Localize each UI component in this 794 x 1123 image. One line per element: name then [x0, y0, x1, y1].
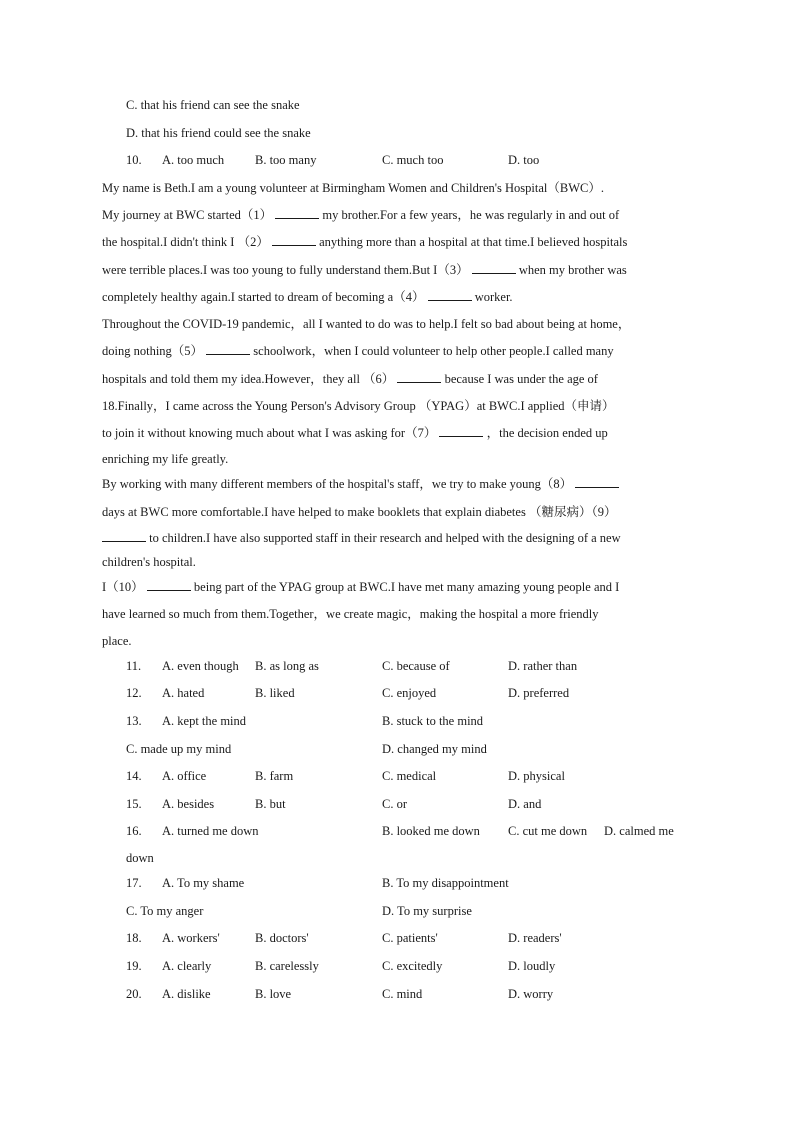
q17-number: 17.: [126, 876, 142, 890]
q16-number: 16.: [126, 824, 142, 838]
passage-line: My journey at BWC started（1） my brother.For a few years，he was regularly in and out of: [102, 208, 620, 222]
q15-number: 15.: [126, 797, 142, 811]
q20-option-c: C. mind: [382, 987, 423, 1001]
q14-option-c: C. medical: [382, 769, 437, 783]
q12-option-d: D. preferred: [508, 686, 570, 700]
q14-option-d: D. physical: [508, 769, 565, 783]
passage-line: 18.Finally，I came across the Young Person's Advisory Group （YPAG）at BWC.I applied（申请）: [102, 399, 615, 413]
passage-line: to children.I have also supported staff in their research and helped with the designing of a new: [102, 530, 621, 546]
q15-option-b: B. but: [255, 797, 286, 811]
q12-option-c: C. enjoyed: [382, 686, 437, 700]
passage-line: doing nothing（5） schoolwork，when I could volunteer to help other people.I called many: [102, 344, 614, 358]
q15-option-a: A. besides: [162, 797, 215, 811]
q11-option-a: A. even though: [162, 659, 239, 673]
blank-5: [206, 343, 250, 355]
q19-option-c: C. excitedly: [382, 959, 443, 973]
q14-option-b: B. farm: [255, 769, 294, 783]
q16-option-a: A. turned me down: [162, 824, 259, 838]
q11-option-b: B. as long as: [255, 659, 319, 673]
blank-1: [275, 207, 319, 219]
passage-line: were terrible places.I was too young to fully understand them.But I（3） when my brother was: [102, 263, 627, 277]
q12-option-a: A. hated: [162, 686, 205, 700]
q11-option-d: D. rather than: [508, 659, 578, 673]
q11-option-c: C. because of: [382, 659, 450, 673]
q13-option-d: D. changed my mind: [382, 742, 487, 756]
passage-line: I（10） being part of the YPAG group at BWC.I have met many amazing young people and I: [102, 580, 620, 594]
blank-6: [397, 371, 441, 383]
q13-number: 13.: [126, 714, 142, 728]
q19-option-b: B. carelessly: [255, 959, 319, 973]
q13-option-b: B. stuck to the mind: [382, 714, 484, 728]
q16-option-d: D. calmed me: [604, 824, 674, 838]
q18-option-a: A. workers': [162, 931, 220, 945]
q12-option-b: B. liked: [255, 686, 295, 700]
q16-option-b: B. looked me down: [382, 824, 480, 838]
q15-option-d: D. and: [508, 797, 542, 811]
passage-line: to join it without knowing much about what I was asking for（7） ，the decision ended up: [102, 426, 608, 440]
blank-3: [472, 262, 516, 274]
blank-2: [272, 234, 316, 246]
blank-8: [575, 476, 619, 488]
passage-line: Throughout the COVID-19 pandemic，all I wanted to do was to help.I felt so bad about being at home，: [102, 317, 631, 331]
passage-line: By working with many different members of the hospital's staff，we try to make young（8）: [102, 476, 619, 492]
q18-option-b: B. doctors': [255, 931, 309, 945]
q14-option-a: A. office: [162, 769, 207, 783]
q10-option-b: B. too many: [255, 153, 317, 167]
passage-line: My name is Beth.I am a young volunteer at Birmingham Women and Children's Hospital（BWC）.: [102, 181, 604, 195]
passage-line: the hospital.I didn't think I （2） anything more than a hospital at that time.I believed hospitals: [102, 235, 628, 249]
q20-option-a: A. dislike: [162, 987, 211, 1001]
q19-number: 19.: [126, 959, 142, 973]
q18-number: 18.: [126, 931, 142, 945]
passage-line: children's hospital.: [102, 555, 196, 569]
passage-line: have learned so much from them.Together，we create magic，making the hospital a more friendly: [102, 607, 599, 621]
q10-option-d: D. too: [508, 153, 540, 167]
q10-number: 10.: [126, 153, 142, 167]
q20-option-b: B. love: [255, 987, 292, 1001]
q17-option-a: A. To my shame: [162, 876, 245, 890]
blank-4: [428, 289, 472, 301]
passage-line: days at BWC more comfortable.I have helped to make booklets that explain diabetes （糖尿病）（9）: [102, 505, 617, 519]
q17-option-b: B. To my disappointment: [382, 876, 509, 890]
q9-option-d: D. that his friend could see the snake: [126, 126, 311, 140]
q13-option-a: A. kept the mind: [162, 714, 247, 728]
blank-10: [147, 579, 191, 591]
q20-number: 20.: [126, 987, 142, 1001]
q12-number: 12.: [126, 686, 142, 700]
passage-line: enriching my life greatly.: [102, 452, 229, 466]
passage-line: place.: [102, 634, 132, 648]
q14-number: 14.: [126, 769, 142, 783]
passage-line: completely healthy again.I started to dream of becoming a（4） worker.: [102, 290, 513, 304]
blank-9: [102, 530, 146, 542]
q17-option-c: C. To my anger: [126, 904, 204, 918]
q16-option-d-wrap: down: [126, 851, 154, 865]
q18-option-c: C. patients': [382, 931, 438, 945]
blank-7: [439, 425, 483, 437]
q19-option-d: D. loudly: [508, 959, 556, 973]
q15-option-c: C. or: [382, 797, 407, 811]
q16-option-c: C. cut me down: [508, 824, 588, 838]
q10-option-a: A. too much: [162, 153, 225, 167]
q19-option-a: A. clearly: [162, 959, 212, 973]
q9-option-c: C. that his friend can see the snake: [126, 98, 300, 112]
q10-option-c: C. much too: [382, 153, 444, 167]
q13-option-c: C. made up my mind: [126, 742, 232, 756]
q17-option-d: D. To my surprise: [382, 904, 472, 918]
passage-line: hospitals and told them my idea.However，they all （6） because I was under the age of: [102, 372, 598, 386]
q20-option-d: D. worry: [508, 987, 554, 1001]
q11-number: 11.: [126, 659, 142, 673]
q18-option-d: D. readers': [508, 931, 562, 945]
